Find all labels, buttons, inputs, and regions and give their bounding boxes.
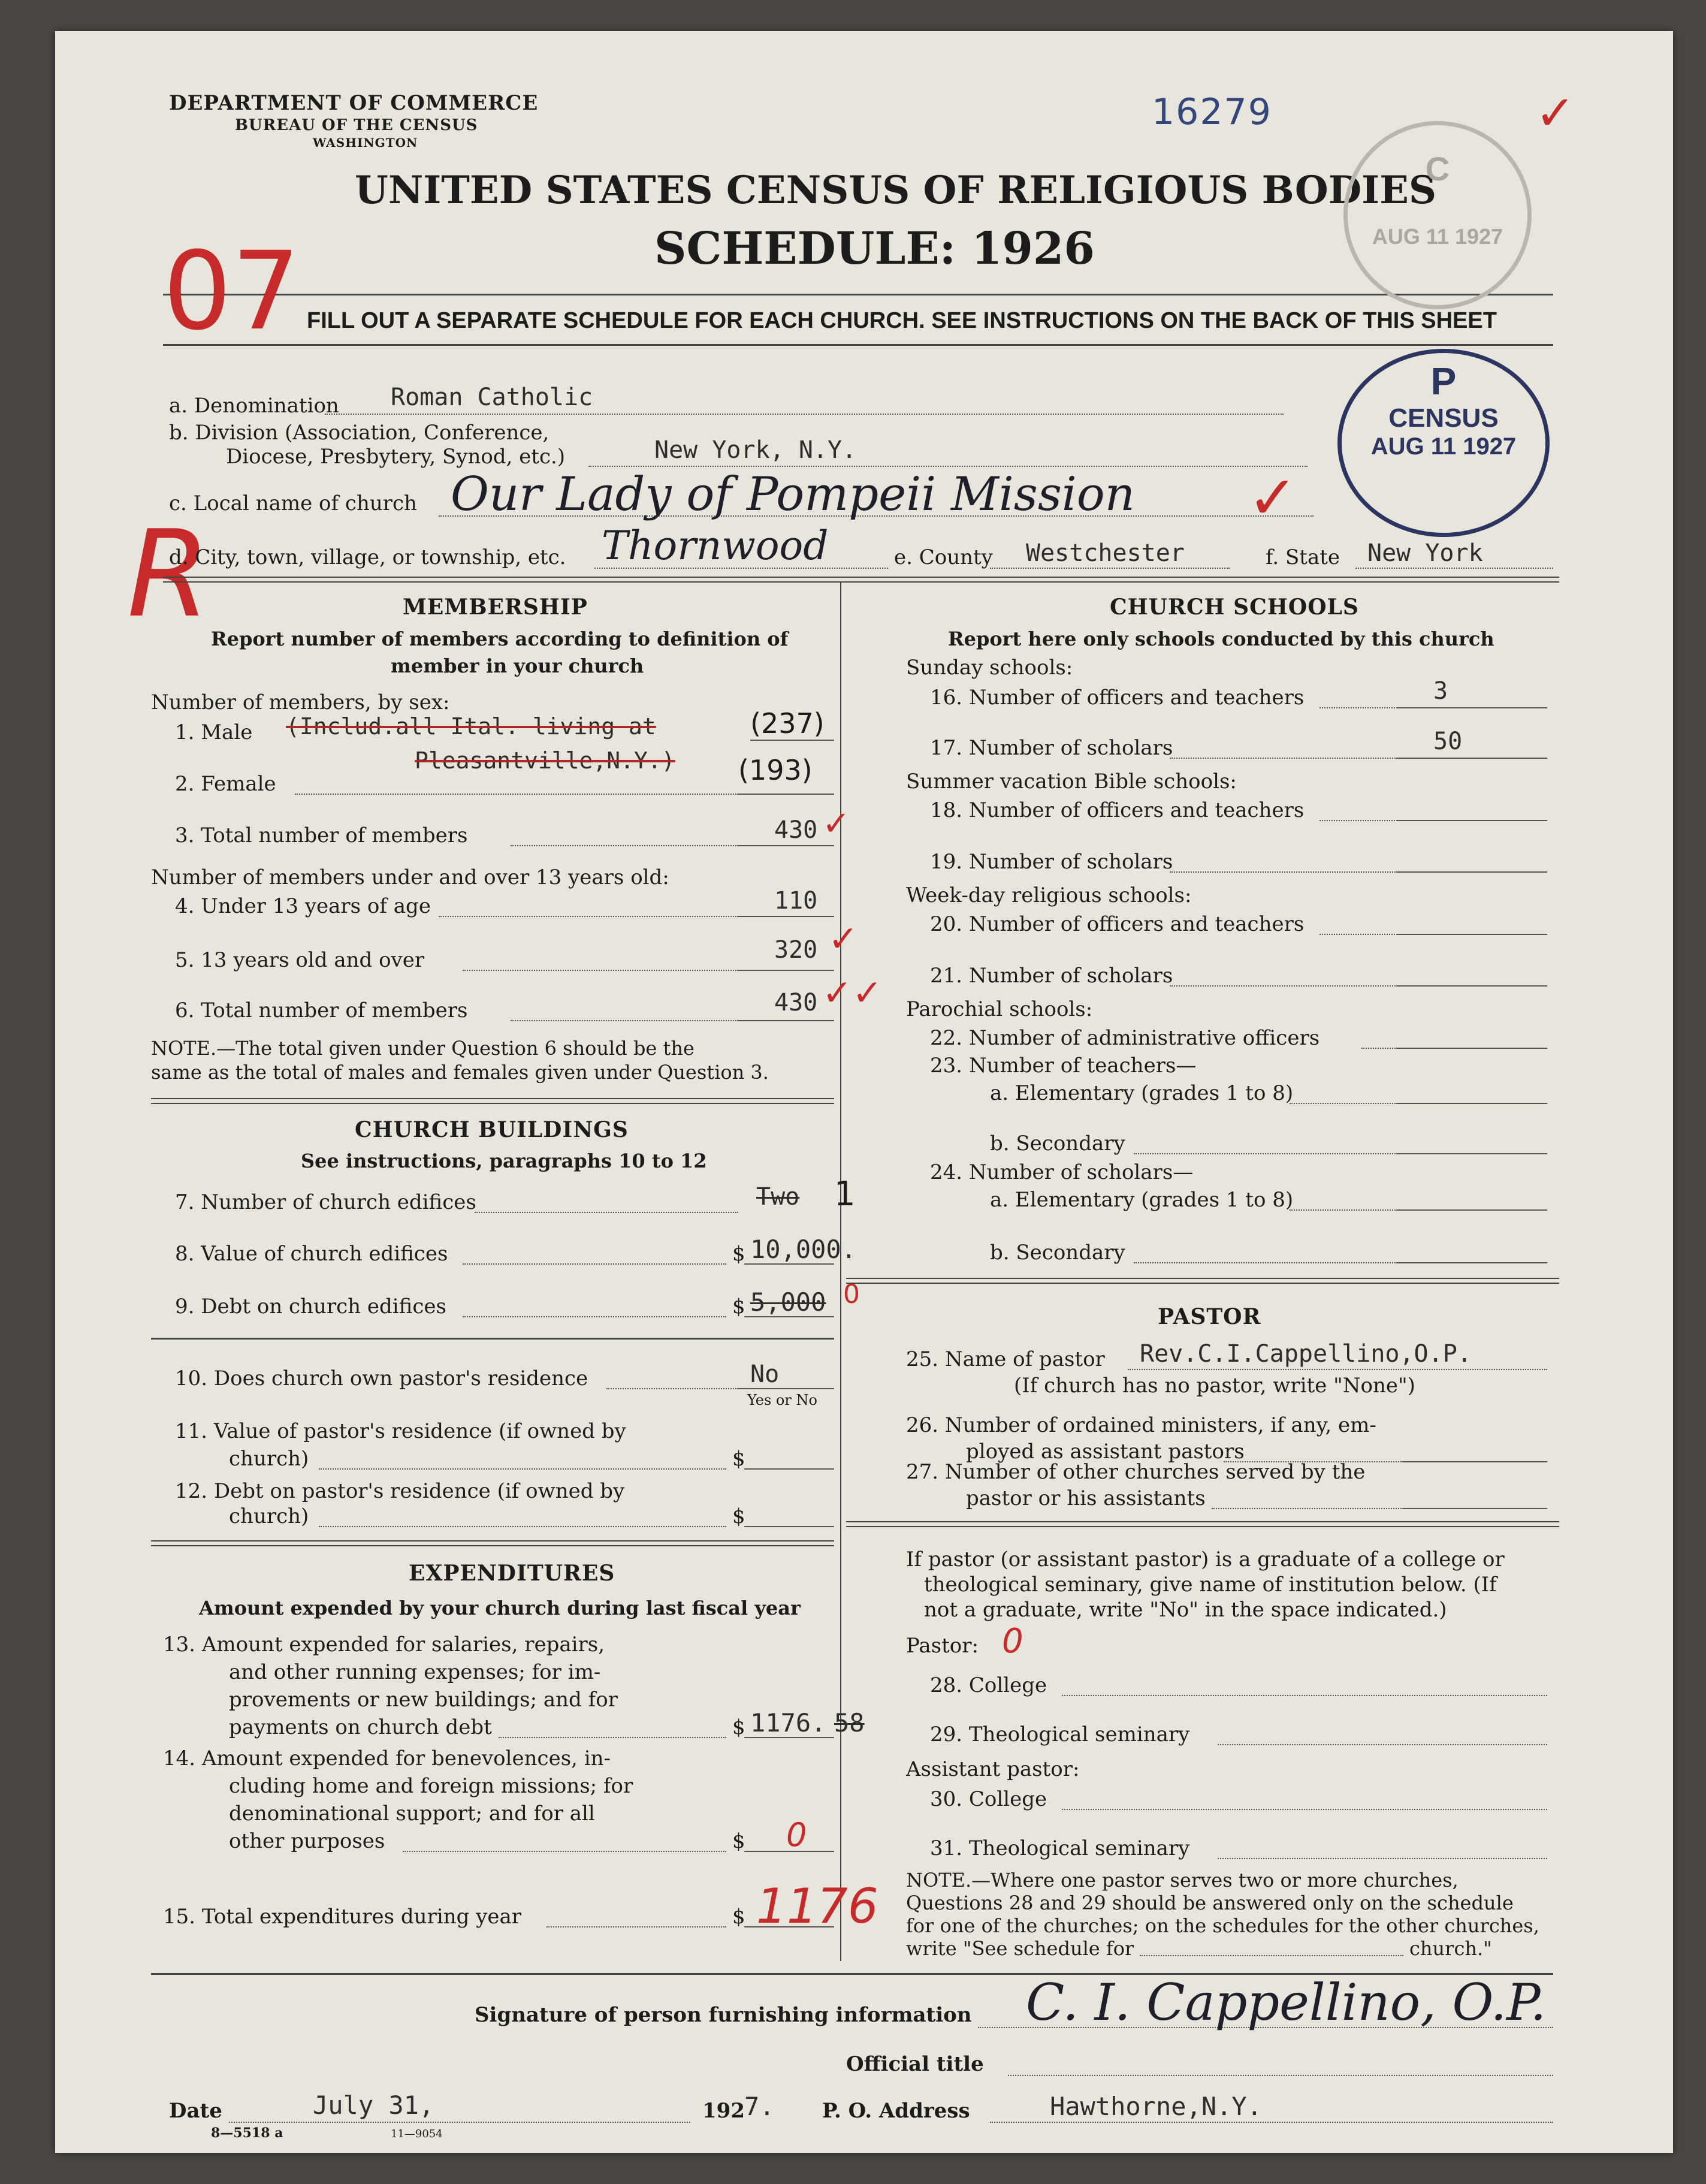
membership-heading: MEMBERSHIP — [403, 595, 588, 620]
church-name-value[interactable]: Our Lady of Pompeii Mission — [451, 467, 1136, 521]
form-title: UNITED STATES CENSUS OF RELIGIOUS BODIES — [355, 168, 1437, 213]
faint-received-stamp: C AUG 11 1927 — [1343, 121, 1532, 309]
sunday-teachers-value[interactable]: 3 — [1433, 677, 1448, 705]
benevolences-value[interactable]: 0 — [786, 1816, 807, 1854]
pastor-name-value[interactable]: Rev.C.I.Cappellino,O.P. — [1140, 1340, 1472, 1368]
double-check-mark-icon: ✓✓ — [822, 972, 883, 1014]
under-13-value[interactable]: 110 — [774, 887, 818, 915]
schools-heading: CHURCH SCHOOLS — [1110, 595, 1359, 620]
owns-residence-value[interactable]: No — [750, 1361, 780, 1388]
edifices-debt-value[interactable]: 0 — [843, 1279, 860, 1310]
edifices-count[interactable]: 1 — [834, 1175, 856, 1214]
sunday-scholars-value[interactable]: 50 — [1433, 728, 1463, 755]
male-struck-note: (Includ.all Ital. living at — [286, 713, 656, 740]
total-members-age-value[interactable]: 430 — [774, 989, 818, 1016]
signature-value[interactable]: C. I. Cappellino, O.P. — [1026, 1973, 1547, 2032]
year-value[interactable]: 7. — [744, 2092, 775, 2121]
check-mark-icon: ✓ — [1248, 463, 1298, 533]
pastor-graduate-value[interactable]: 0 — [1002, 1622, 1023, 1661]
expenditures-heading: EXPENDITURES — [409, 1561, 615, 1586]
female-count[interactable]: (193) — [738, 754, 813, 786]
buildings-heading: CHURCH BUILDINGS — [355, 1117, 629, 1142]
red-file-number: 07 — [163, 229, 301, 354]
total-expenditures-value[interactable]: 1176 — [756, 1878, 878, 1934]
edifices-struck: Two — [756, 1183, 800, 1211]
running-expenses-value[interactable]: 1176. — [750, 1708, 826, 1737]
census-received-stamp: P CENSUS AUG 11 1927 — [1337, 349, 1550, 537]
department-name: DEPARTMENT OF COMMERCE — [169, 91, 539, 115]
over-13-value[interactable]: 320 — [774, 936, 818, 964]
date-value[interactable]: July 31, — [313, 2091, 434, 2120]
red-r-mark: R — [127, 505, 210, 644]
check-mark-icon: ✓ — [1535, 85, 1576, 141]
bureau-name: BUREAU OF THE CENSUS — [235, 116, 478, 134]
check-mark-icon: ✓ — [822, 804, 850, 843]
census-schedule-sheet: DEPARTMENT OF COMMERCE BUREAU OF THE CENSUS WASHINGTON 16279 UNITED STATES CENSUS OF RELIGIOUS BODIES SCHEDULE: 1926 FILL OUT A SEPARATE SCHEDULE FOR EACH CHURCH. SEE INSTRUCTIONS ON THE BACK OF THIS SHEET C AUG 11 1927 P CENSUS AUG 11 1927 ✓ 07 R a. Denomination Roman Catholic b. Division (Association, Conference, Diocese, Presbytery, Synod, etc.) New York, N.Y. c. Local name of church Our Lady of Pompeii Mission ✓ d. City, town, village, or township, etc. Thornwood e. County Westchester f. State New York MEMBERSHIP Report number of members according to definition of member in your church Number of members, by sex: 1. Male (Includ.all Ital. living at Pleasantville,N.Y.) (237) 2. Female (193) 3. Total number of members 430 ✓ Number of members under and over 13 years old: 4. Under 13 years of age 110 5. 13 years old and over 320 ✓ 6. Total number of members 430 ✓✓ NOTE.—The total given under Question 6 should be the same as the total of males and females given under Question 3. CHURCH BUILDINGS See instructions, paragraphs 10 to 12 7. Number of church edifices Two 1 8. Value of church edifices $ 10,000. 9. Debt on church edifices $ 5,000 0 10. Does church own pastor's residence No Yes or No 11. Value of pastor's residence (if owned by church) $ 12. Debt on pastor's residence (if owned by church) $ EXPENDITURES Amount expended by your church during last fiscal year 13. Amount expended for salaries, repairs, and other running expenses; for im- provements or new buildings; and for payments on church debt $ 1176. 58 14. Amount expended for benevolences, in- cluding home and foreign missions; for denominational support; and for all other purposes $ 0 15. Total expenditures during year $ 1176 CHURCH SCHOOLS Report here only schools conducted by this church Sunday schools: 16. Number of officers and teachers 3 17. Number of scholars 50 Summer vacation Bible schools: 18. Number of officers and teachers 19. Number of scholars Week-day religious schools: 20. Number of officers and teachers 21. Number of scholars Parochial schools: 22. Number of administrative officers 23. Number of teachers— a. Elementary (grades 1 to 8) b. Secondary 24. Number of scholars— a. Elementary (grades 1 to 8) b. Secondary PASTOR 25. Name of pastor Rev.C.I.Cappellino,O.P. (If church has no pastor, write "None") 26. Number of ordained ministers, if any, em- ployed as assistant pastors 27. Number of other churches served by the pastor or his assistants If pastor (or assistant pastor) is a graduate of a college or theological seminary, give name of institution below. (If not a graduate, write "No" in the space indicated.) Pastor: 0 28. College 29. Theological seminary Assistant pastor: 30. College 31. Theological seminary NOTE.—Where one pastor serves two or more churches, Questions 28 and 29 should be answered only on the schedule for one of the churches; on the schedules for the other churches, write "See schedule for church." Signature of person furnishing information C. I. Cappellino, O.P. Official title Date July 31, 192 7. P. O. Address Hawthorne,N.Y. 8—5518 a 11—9054 — [55, 31, 1673, 2153]
male-count[interactable]: (237) — [750, 707, 825, 740]
division-value[interactable]: New York, N.Y. — [654, 436, 857, 464]
schedule-number: 16279 — [1152, 91, 1272, 133]
city-value[interactable]: Thornwood — [602, 523, 829, 569]
po-address-value[interactable]: Hawthorne,N.Y. — [1050, 2092, 1263, 2121]
check-mark-icon: ✓ — [828, 918, 859, 960]
bureau-city: WASHINGTON — [313, 135, 418, 150]
state-value[interactable]: New York — [1367, 539, 1483, 567]
denomination-value[interactable]: Roman Catholic — [391, 384, 593, 411]
total-members-value[interactable]: 430 — [774, 816, 818, 844]
male-struck-note-2: Pleasantville,N.Y.) — [415, 747, 675, 774]
edifices-value[interactable]: 10,000. — [750, 1235, 857, 1264]
county-value[interactable]: Westchester — [1026, 539, 1185, 567]
pastor-heading: PASTOR — [1158, 1304, 1261, 1329]
instruction-banner: FILL OUT A SEPARATE SCHEDULE FOR EACH CHURCH. SEE INSTRUCTIONS ON THE BACK OF THIS SHEET — [307, 308, 1497, 333]
form-subtitle: SCHEDULE: 1926 — [654, 223, 1095, 274]
edifices-debt-struck: 5,000 — [750, 1287, 826, 1317]
